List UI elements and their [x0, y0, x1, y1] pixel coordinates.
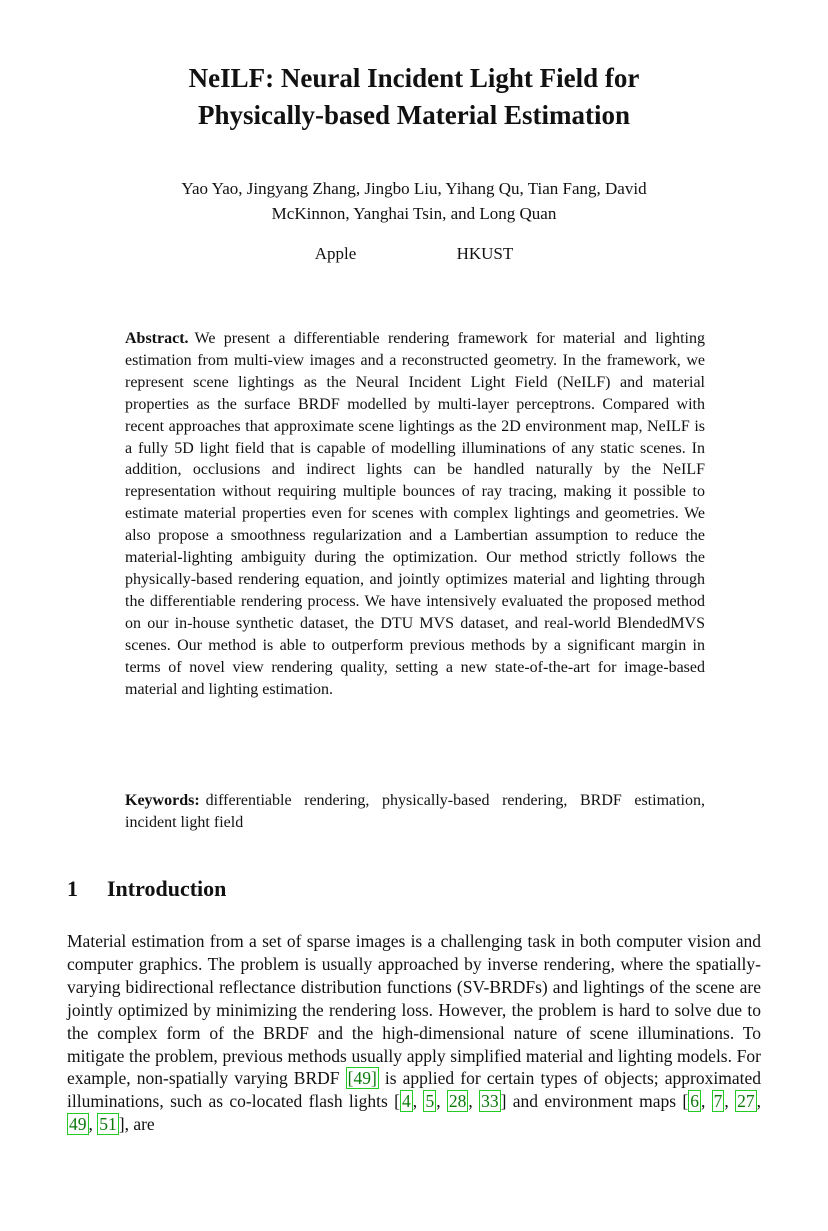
abstract — [125, 328, 705, 700]
citation-link[interactable]: [49] — [347, 1068, 377, 1089]
authors-line-2: McKinnon, Yanghai Tsin, and Long Quan — [271, 204, 557, 223]
affiliation-hkust: HKUST — [456, 244, 514, 263]
paper-title — [0, 60, 828, 134]
citation-link[interactable]: 4 — [401, 1091, 411, 1112]
citation-link[interactable]: 7 — [713, 1091, 723, 1112]
citation-link[interactable]: 5 — [425, 1091, 435, 1112]
affiliations — [0, 243, 828, 265]
section-number: 1 — [67, 876, 78, 901]
intro-text-2: is applied for certain types of objects; approximated illuminations, such as co-located flash lights — [67, 1068, 761, 1112]
author-list — [0, 176, 828, 226]
title-line-1: NeILF: Neural Incident Light Field for — [188, 63, 640, 93]
citation-link[interactable]: 27 — [737, 1091, 755, 1112]
citation-link[interactable]: 28 — [448, 1091, 467, 1112]
keywords — [125, 790, 705, 834]
intro-text-3: and environment maps — [512, 1091, 677, 1112]
keywords-label: Keywords: — [125, 792, 200, 809]
title-line-2: Physically-based Material Estimation — [198, 100, 630, 130]
keywords-text: differentiable rendering, physically-based rendering, BRDF estimation, incident light field — [125, 792, 705, 831]
intro-paragraph: Material estimation from a set of sparse images is a challenging task in both computer vision and computer graphics. The problem is usually approached by inverse rendering, where the spatially-varying bidirectional reflectance distribution functions (SV-BRDFs) and lightings of the scene are jointly optimized by minimizing the rendering loss. However, the problem is hard to solve due to the complex form of the BRDF and the high-dimensional nature of scene illuminations. To mitigate the problem, previous methods usually apply simplified material and lighting models. For example, non-spatially varying BRDF [49] is applied for certain types of objects; approximated illuminations, such as co-located flash lights [ 4 , 5 , 28 , 33 ] and environment maps [ 6 , 7 , 27 , 49 , 51 ], are — [67, 931, 761, 1135]
citation-link[interactable]: 33 — [481, 1091, 499, 1112]
citation-link[interactable]: 51 — [99, 1114, 117, 1135]
abstract-label: Abstract. — [125, 330, 189, 347]
affiliation-apple: Apple — [314, 244, 357, 263]
section-heading — [67, 874, 226, 904]
intro-text-1: Material estimation from a set of sparse images is a challenging task in both computer vision and computer graphics. The problem is usually approached by inverse rendering, where the spatially-varying bidirectional reflectance distribution functions (SV-BRDFs) and lightings of the scene are jointly optimized by minimizing the rendering loss. However, the problem is hard to solve due to the complex form of the BRDF and the high-dimensional nature of scene illuminations. To mitigate the problem, previous methods usually apply simplified material and lighting models. For example, non-spatially varying BRDF — [67, 931, 761, 1089]
citation-link[interactable]: 49 — [69, 1114, 87, 1135]
authors-line-1: Yao Yao, Jingyang Zhang, Jingbo Liu, Yihang Qu, Tian Fang, David — [181, 179, 647, 198]
abstract-text: We present a differentiable rendering framework for material and lighting estimation from multi-view images and a reconstructed geometry. In the framework, we represent scene lightings as the Neural Incident Light Field (NeILF) and material properties as the surface BRDF modelled by multi-layer perceptrons. Compared with recent approaches that approximate scene lightings as the 2D environment map, NeILF is a fully 5D light field that is capable of modelling illuminations of any static scenes. In addition, occlusions and indirect lights can be handled naturally by the NeILF representation without requiring multiple bounces of ray tracing, making it possible to estimate material properties even for scenes with complex lightings and geometries. We also propose a smoothness regularization and a Lambertian assumption to reduce the material-lighting ambiguity during the optimization. Our method strictly follows the physically-based rendering equation, and jointly optimizes material and lighting through the differentiable rendering process. We have intensively evaluated the proposed method on our in-house synthetic dataset, the DTU MVS dataset, and real-world BlendedMVS scenes. Our method is able to outperform previous methods by a significant margin in terms of novel view rendering quality, setting a new state-of-the-art for image-based material and lighting estimation. — [125, 330, 705, 698]
citation-link[interactable]: 6 — [690, 1091, 699, 1112]
section-title: Introduction — [107, 876, 227, 901]
intro-text-4: , are — [124, 1114, 155, 1135]
